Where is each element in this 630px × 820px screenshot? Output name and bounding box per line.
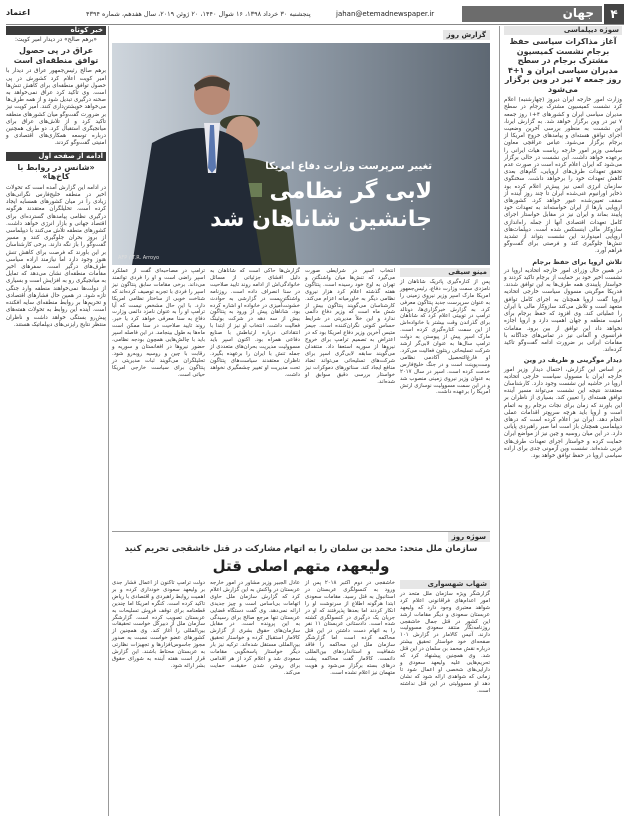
- right-kicker: سوژه دیپلماسی: [504, 26, 622, 35]
- bottom-column-2: [305, 580, 395, 816]
- lead-title-small: تغییر سرپرست وزارت دفاع امریکا: [265, 161, 432, 172]
- right-subhead-2: دیدار موگرینی و ظریف در وین: [523, 356, 622, 365]
- bottom-text-1: گزارشگر ویژه سازمان ملل متحد در امور اعدام‌های فراقانونی اعلام کرد شواهد معتبری وجود دارد که ولیعهد عربستان سعودی و دیگر مقامات ارشد این کشور در قتل جمال خاشقجی روزنامه‌نگار منتقد سعودی مسوولیت دارند. آنیس کالامار در گزارش ۱۰۱ صفحه‌ای خود خواستار تحقیق بیشتر درباره نقش محمد بن سلمان در این قتل شد. وی همچنین پیشنهاد کرد که تحریم‌هایی علیه ولیعهد سعودی و دارایی‌های شخصی او اعمال شود تا زمانی که شواهدی ارائه شود که نشان دهد او مسوولیتی در این قتل نداشته است.: [398, 590, 490, 694]
- right-column: [504, 26, 622, 816]
- bottom-text-3: عادل الجبیر وزیر مشاور در امور خارجه عربستان در واکنش به این گزارش اعلام کرد که گزارش سازمان ملل حاوی اتهامات بی‌اساس است و چیز جدیدی ارائه نمی‌دهد. وی گفت دستگاه قضایی عربستان تنها مرجع صالح برای رسیدگی به این پرونده است. در مقابل سازمان‌های حقوق بشری از گزارش کالامار استقبال کرده و خواستار تحقیق بین‌المللی مستقل شده‌اند. ترکیه نیز بار دیگر خواستار پاسخگویی مقامات سعودی شد و اعلام کرد از هر اقدامی برای روشن شدن حقیقت حمایت می‌کند.: [208, 580, 301, 676]
- bottom-text-2: خاشقجی در دوم اکتبر ۲۰۱۸ پس از ورود به کنسولگری عربستان در استانبول به قتل رسید. مقامات سعودی ابتدا هرگونه اطلاع از سرنوشت او را انکار کردند اما بعدها پذیرفتند که او در جریان یک درگیری در کنسولگری کشته شده است. دادستانی عربستان ۱۱ نفر را به اتهام دست داشتن در این قتل محاکمه کرده است اما گزارشگر سازمان ملل این محاکمه را فاقد شفافیت و استانداردهای بین‌المللی دانست. کالامار گفت محاکمه پشت درهای بسته برگزار می‌شود و هویت متهمان نیز اعلام نشده است.: [303, 580, 396, 676]
- right-headline: آغاز مذاکرات سیاسی حفظ برجام نشست کمیسیون مشترک برجام در سطح مدیران سیاسی ایران و ۱+۴ روز جمعه ۷ تیر در وین برگزار می‌شود: [504, 37, 622, 94]
- bottom-headline: ولیعهد، متهم اصلی قتل: [212, 557, 390, 575]
- bottom-kicker: سوژه روز: [448, 532, 490, 542]
- lead-text-4: ترامپ در مصاحبه‌ای گفت از عملکرد اسپر راضی است و او را فردی توانمند می‌داند. برخی مقامات سابق پنتاگون نیز اسپر را فردی با تجربه توصیف کرده‌اند که شناخت خوبی از ساختار نظامی امریکا دارد. با این حال مشخص نیست که آیا ترامپ او را به عنوان نامزد دائمی وزارت دفاع به سنا معرفی خواهد کرد یا خیر. روند تایید صلاحیت در سنا ممکن است ماه‌ها به طول بینجامد. در این فاصله اسپر باید با چالش‌هایی همچون بودجه نظامی، حضور نیروها در افغانستان و سوریه و رقابت با چین و روسیه روبه‌رو شود. تحلیلگران می‌گویند ثبات مدیریتی در پنتاگون برای سیاست خارجی امریکا حیاتی است.: [110, 268, 206, 378]
- left-body-1: برهم صالح رئیس‌جمهور عراق در دیدار با امیر کویت اعلام کرد کشورش در پی حصول توافق منطقه‌ای برای کاهش تنش‌ها است. وی تاکید کرد عراق نمی‌خواهد به صحنه درگیری تبدیل شود و از همه طرف‌ها می‌خواهد خویشتن‌داری کنند. امیر کویت نیز بر ضرورت گفت‌وگو میان کشورهای منطقه تاکید کرد و از تلاش‌های عراق برای میانجیگری استقبال کرد. دو طرف همچنین درباره توسعه همکاری‌های اقتصادی و امنیتی گفت‌وگو کردند.: [4, 68, 106, 147]
- newspaper-logo: اعتماد: [6, 8, 30, 17]
- page-number: ۴: [604, 4, 624, 24]
- bottom-text-4: دولت ترامپ تاکنون از اعمال فشار جدی بر ولیعهد سعودی خودداری کرده و بر اهمیت روابط راهبردی و اقتصادی با ریاض تاکید کرده است. کنگره امریکا اما چندین قطعنامه برای توقف فروش تسلیحات به عربستان تصویب کرده است. گزارشگر سازمان ملل از دبیرکل خواست تحقیقات بین‌المللی را آغاز کند. وی همچنین از کشورهای عضو خواست نسبت به صدور مجوز جاسوس‌افزارها و تجهیزات نظارتی به عربستان محتاط باشند. این گزارش قرار است هفته آینده به شورای حقوق بشر ارائه شود.: [110, 580, 205, 669]
- section-title: جهان: [462, 6, 602, 22]
- photo-credit: AFP / T.R. Arroyo: [118, 255, 160, 261]
- bottom-author: شهاب شهسواری: [400, 580, 490, 589]
- left-column: [6, 26, 106, 816]
- bottom-story: [112, 532, 490, 816]
- lead-photo: [112, 43, 490, 265]
- right-body-1: وزارت امور خارجه ایران دیروز (چهارشنبه) اعلام کرد نشست کمیسیون مشترک برجام در سطح مدیران سیاسی ایران و کشورهای ۴+۱ روز جمعه ۷ تیر در وین برگزار خواهد شد. به گزارش ایرنا، این نشست به منظور بررسی آخرین وضعیت اجرای توافق هسته‌ای و پیامدهای خروج امریکا از برجام برگزار می‌شود. عباس عراقچی معاون سیاسی وزیر امور خارجه ریاست هیات ایرانی را برعهده خواهد داشت. این نشست در حالی برگزار می‌شود که ایران اعلام کرده است در صورت عدم تحقق تعهدات طرف‌های اروپایی، گام‌های بعدی کاهش تعهدات خود را برخواهد داشت. سخنگوی سازمان انرژی اتمی نیز پیش‌تر اعلام کرده بود ذخایر اورانیوم غنی‌شده ایران تا چند روز آینده از سقف تعیین‌شده عبور خواهد کرد. کشورهای اروپایی بارها از ایران خواسته‌اند به تعهدات خود پایبند بماند و ایران نیز در مقابل خواستار اجرای کامل تعهدات اقتصادی آنها از جمله راه‌اندازی سازوکار مالی اینستکس شده است. دیپلمات‌های اروپایی امیدوارند این نشست بتواند از تشدید تنش‌ها جلوگیری کند و فرصتی برای گفت‌وگو فراهم آورد.: [502, 97, 623, 255]
- lead-story-body: [112, 268, 490, 530]
- bottom-column-1: [400, 580, 490, 816]
- left-headline-2: «شانس در روابط با کاخ‌ها»: [17, 162, 95, 182]
- lead-column-3: [210, 268, 300, 530]
- left-kicker-2: ادامه از صفحه اول: [6, 152, 106, 161]
- left-headline-small: «برهم صالح» در دیدار امیر کویت:: [15, 37, 97, 44]
- column-divider: [499, 26, 500, 816]
- page-header: [6, 4, 624, 25]
- bottom-column-4: [112, 580, 205, 816]
- bottom-column-3: [210, 580, 300, 816]
- right-body-2: در همین حال وزرای امور خارجه اتحادیه اروپا در نشست اخیر خود بر حمایت از برجام تاکید کردند و خواستار پایبندی همه طرف‌ها به این توافق شدند. فدریکا موگرینی مسوول سیاست خارجی اتحادیه اروپا گفت اروپا همچنان به اجرای کامل توافق متعهد است و تلاش می‌کند سازوکار مالی با ایران را عملیاتی کند. وی افزود که حفظ برجام برای امنیت منطقه و جهان اهمیت دارد و اروپا اجازه نخواهد داد این توافق از بین برود. مقامات فرانسوی و آلمانی نیز در تماس‌های جداگانه با مقامات ایرانی بر ضرورت ادامه گفت‌وگو تاکید کرده‌اند.: [502, 267, 623, 354]
- lead-kicker: گزارش روز: [443, 30, 490, 40]
- date-line: پنجشنبه ۳۰ خرداد ۱۳۹۸، ۱۶ شوال ۱۴۴۰، ۲۰ ژوئن ۲۰۱۹، سال هفدهم، شماره ۴۳۹۴: [86, 10, 311, 18]
- lead-title-line-1: لابی گر نظامی: [269, 179, 432, 204]
- lead-title-line-2: جانشین شاناهان شد: [210, 207, 432, 232]
- left-body-2: در ادامه این گزارش آمده است که تحولات اخیر در منطقه خلیج‌فارس نگرانی‌های زیادی را در میان کشورهای همسایه ایجاد کرده است. تحلیلگران معتقدند هرگونه درگیری نظامی پیامدهای گسترده‌ای برای اقتصاد جهانی و بازار انرژی خواهد داشت. کشورهای منطقه تلاش می‌کنند با دیپلماسی از بروز بحران جلوگیری کنند و مسیر گفت‌وگو را باز نگه دارند. برخی کارشناسان بر این باورند که فرصت برای کاهش تنش هنوز وجود دارد اما نیازمند اراده سیاسی طرف‌های درگیر است. سفرهای اخیر مقامات منطقه‌ای نشان می‌دهد که تمایل به میانجیگری رو به افزایش است و بسیاری از دولت‌ها نمی‌خواهند منطقه وارد جنگی تازه شود. در همین حال فشارهای اقتصادی و تحریم‌ها بر روابط منطقه‌ای سایه افکنده است. آینده این روابط به تحولات هفته‌های پیش‌رو بستگی خواهد داشت و ناظران منتظر نتایج رایزنی‌های دیپلماتیک هستند.: [4, 184, 107, 328]
- right-body-3: بر اساس این گزارش، احتمال دیدار وزیر امور خارجه ایران با مسوول سیاست خارجی اتحادیه اروپا در حاشیه این نشست وجود دارد. کارشناسان معتقدند نتیجه این نشست می‌تواند مسیر آینده توافق هسته‌ای را تعیین کند. بسیاری از ناظران بر این باورند که زمان برای نجات برجام رو به اتمام است و اروپا باید هرچه سریع‌تر اقدامات عملی انجام دهد. ایران نیز اعلام کرده است که درهای دیپلماسی همچنان باز است اما صبر راهبردی پایانی دارد. در این میان روسیه و چین نیز از مواضع ایران حمایت کرده و خواستار اجرای تعهدات طرف‌های غربی شده‌اند. نشست وین آزمونی جدی برای اراده سیاسی اروپا در حفظ توافق خواهد بود.: [502, 366, 622, 459]
- lead-text-1: پس از کناره‌گیری پاتریک شاناهان از نامزدی سمت وزارت دفاع، رئیس‌جمهور امریکا مارک اسپر وزیر نیروی زمینی را به عنوان سرپرست جدید پنتاگون معرفی کرد. به گزارش خبرگزاری‌ها، دونالد ترامپ در توییتی اعلام کرد که شاناهان برای گذراندن وقت بیشتر با خانواده‌اش از این سمت کناره‌گیری کرده است. مارک اسپر پیش از پیوستن به دولت ترامپ سال‌ها به عنوان لابی‌گر ارشد شرکت تسلیحاتی ریتئون فعالیت می‌کرد. او فارغ‌التحصیل آکادمی نظامی وست‌پوینت است و در جنگ خلیج‌فارس خدمت کرده است. اسپر در سال ۲۰۱۷ به عنوان وزیر نیروی زمینی منصوب شد و در این سمت مسوولیت نوسازی ارتش امریکا را برعهده داشت.: [398, 278, 491, 396]
- lead-text-2: انتخاب اسپر در شرایطی صورت می‌گیرد که تنش‌ها میان واشنگتن و تهران به اوج خود رسیده است. پنتاگون هفته گذشته اعلام کرد هزار نیروی نظامی دیگر به خاورمیانه اعزام می‌کند. کارشناسان می‌گویند پنتاگون بیش از شش ماه است که وزیر دفاع دائمی ندارد و این خلأ مدیریتی در شرایط حساس کنونی نگران‌کننده است. جیمز متیس آخرین وزیر دفاع امریکا بود که در اعتراض به تصمیم ترامپ برای خروج نیروها از سوریه استعفا داد. منتقدان می‌گویند سابقه لابی‌گری اسپر برای شرکت‌های تسلیحاتی می‌تواند تضاد منافع ایجاد کند. سناتورهای دموکرات نیز خواستار بررسی دقیق سوابق او شده‌اند.: [303, 268, 396, 385]
- right-subhead-1: تلاش اروپا برای حفظ برجام: [532, 257, 622, 266]
- left-headline: عراق در پی حصول توافق منطقه‌ای است: [13, 46, 99, 65]
- bottom-subtitle: سازمان ملل متحد: محمد بن سلمان را به اتهام مشارکت در قتل خاشقجی تحریم کنید: [124, 544, 478, 554]
- lead-column-4: [112, 268, 205, 530]
- lead-author: مینو سیفی: [400, 268, 490, 277]
- lead-column-2: [305, 268, 395, 530]
- column-divider: [108, 26, 109, 816]
- left-kicker: خبر کوتاه: [6, 26, 106, 35]
- lead-text-3: گزارش‌ها حاکی است که شاناهان به دلیل افشای جزئیاتی از مسائل خانوادگی‌اش از ادامه روند تایید صلاحیت در سنا انصراف داده است. روزنامه واشنگتن‌پست در گزارشی به حوادث خشونت‌آمیزی در خانواده او اشاره کرده بود. شاناهان پیش از ورود به پنتاگون بیش از سه دهه در شرکت بوئینگ فعالیت داشت. انتخاب او نیز از ابتدا با انتقاداتی درباره ارتباطش با صنایع دفاعی همراه بود. اکنون اسپر باید مسوولیت مدیریت بحران‌های متعددی از جمله تنش با ایران را برعهده بگیرد. ناظران معتقدند سیاست‌های پنتاگون تحت مدیریت او تغییر چشمگیری نخواهد داشت.: [208, 268, 300, 378]
- section-email[interactable]: jahan@etemadnewspaper.ir: [336, 10, 435, 18]
- lead-column-1: [400, 268, 490, 530]
- lead-story-header: [112, 30, 490, 42]
